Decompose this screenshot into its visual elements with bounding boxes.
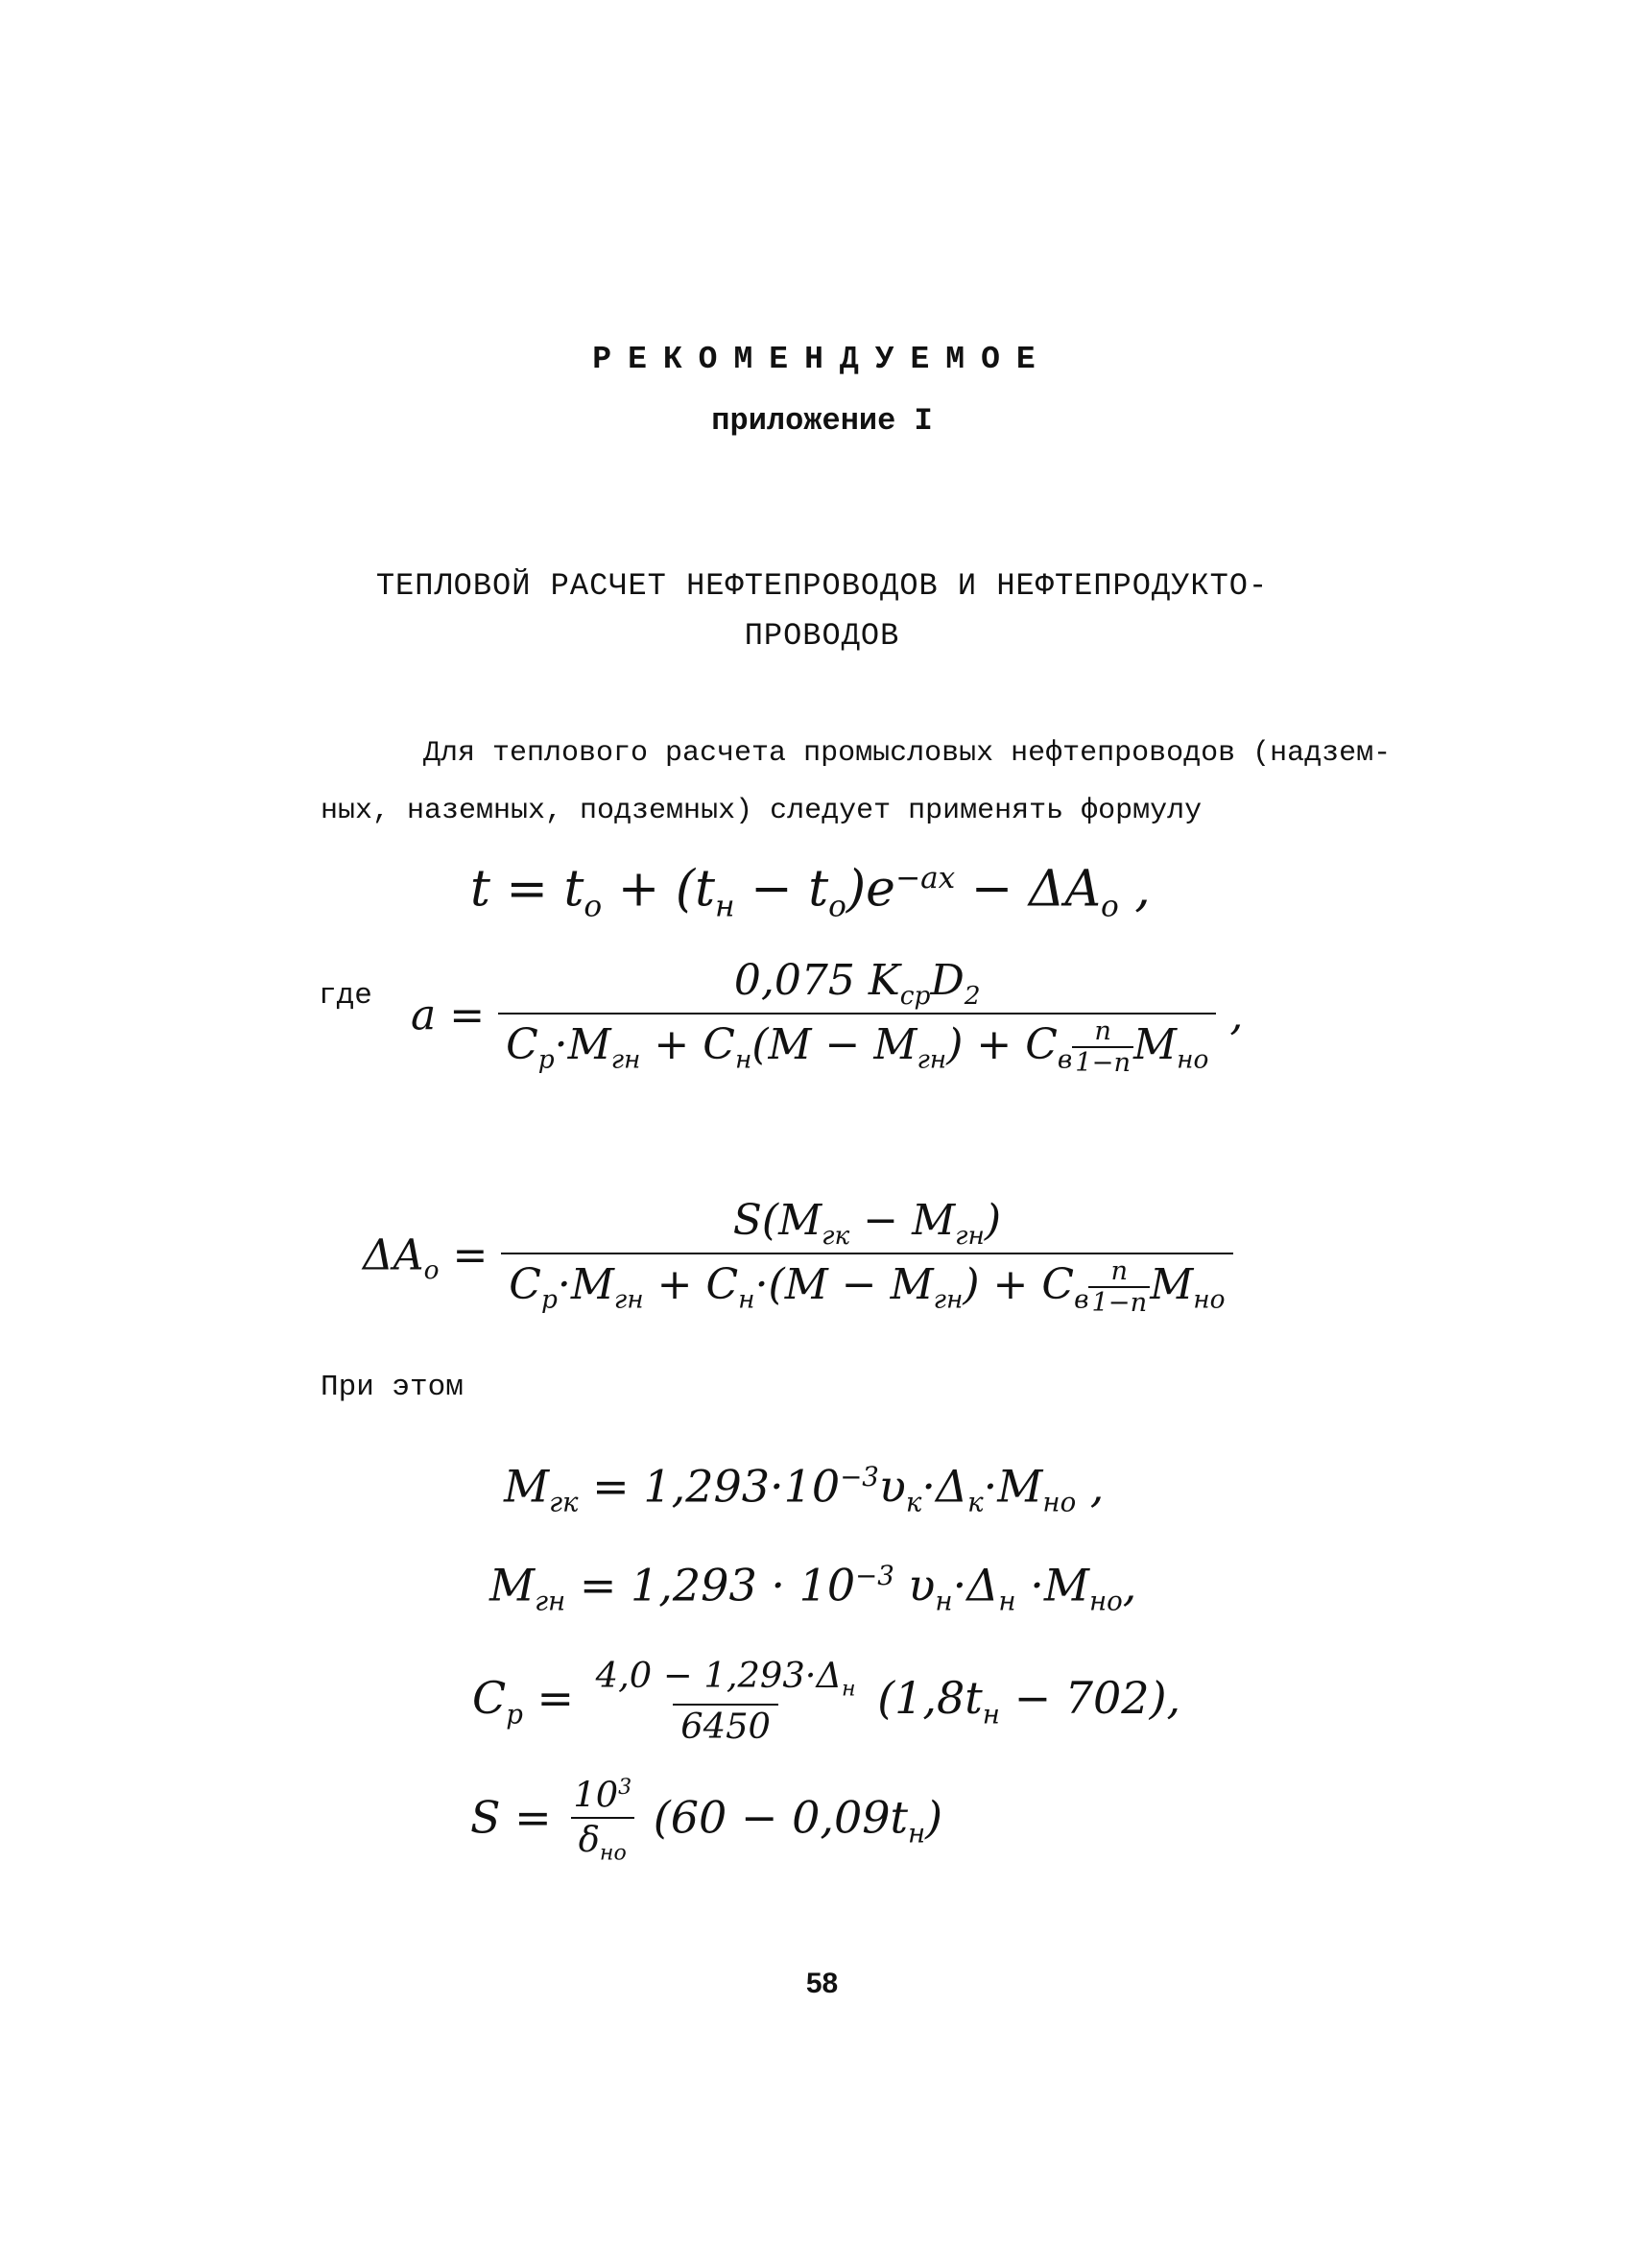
where-label: где bbox=[319, 979, 372, 1013]
formula-m-gk: $M_{гк} = 1,293\cdot 10^{-3}\upsilon_к\cdot\Delta_к\cdot M_{но}$ , bbox=[504, 1460, 1105, 1518]
formula-c-p-fraction: $\frac{4,0 - 1,293\cdot\Delta_н}{6450}$ bbox=[595, 1655, 856, 1748]
intro-line-2: ных, наземных, подземных) следует применять формулу bbox=[321, 795, 1203, 827]
formula-s: S = $\frac{10^3}{\delta_{но}}$ $(60 - 0,09t_н)$ bbox=[470, 1774, 943, 1866]
in-this-case-label: При этом bbox=[321, 1371, 464, 1404]
section-title-line-2: ПРОВОДОВ bbox=[744, 618, 900, 654]
formula-a-fraction: 0,075 $K_{ср}D_2$ $C_р\cdot M_{гн} + C_н(M - M_{гн}) + C_в$ $\frac{n}{1-n}$ $M_{но}$ bbox=[498, 960, 1216, 1077]
formula-delta-a0-fraction: $S(M_{гк} - M_{гн})$ $C_р\cdot M_{гн} + C_н\cdot(M - M_{гн}) + C_в$ $\frac{n}{1-n}$ $M_{но}$ bbox=[501, 1200, 1232, 1317]
formula-delta-a0: $\Delta A_o$ = $S(M_{гк} - M_{гн})$ $C_р\cdot M_{гн} + C_н\cdot(M - M_{гн}) + C_в$ $\frac{n}{1-n}$ $M_{но}$ bbox=[363, 1200, 1233, 1317]
section-title-line-1: ТЕПЛОВОЙ РАСЧЕТ НЕФТЕПРОВОДОВ И НЕФТЕПРОДУКТО- bbox=[375, 568, 1269, 604]
formula-c-p: $C_р$ = $\frac{4,0 - 1,293\cdot\Delta_н}{6450}$ $(1,8t_н - 702)$, bbox=[472, 1655, 1181, 1748]
formula-main: $t = t_o + (t_н - t_o)e^{-ax} - \Delta A_o$ , bbox=[470, 860, 1151, 924]
formula-m-gn: $M_{гн} = 1,293 \cdot 10^{-3}$ $\upsilon_н\cdot\Delta_н \cdot M_{но}$, bbox=[489, 1559, 1137, 1617]
formula-a: a = 0,075 $K_{ср}D_2$ $C_р\cdot M_{гн} + C_н(M - M_{гн}) + C_в$ $\frac{n}{1-n}$ $M_{но}$ , bbox=[411, 956, 1244, 1079]
appendix-label: приложение I bbox=[711, 403, 933, 439]
intro-line-1: Для теплового расчета промысловых нефтепроводов (надзем- bbox=[423, 737, 1392, 770]
formula-s-fraction: $\frac{10^3}{\delta_{но}}$ bbox=[565, 1778, 639, 1865]
page-number: 58 bbox=[805, 1968, 839, 1999]
recommended-label: РЕКОМЕНДУЕМОЕ bbox=[592, 342, 1052, 377]
